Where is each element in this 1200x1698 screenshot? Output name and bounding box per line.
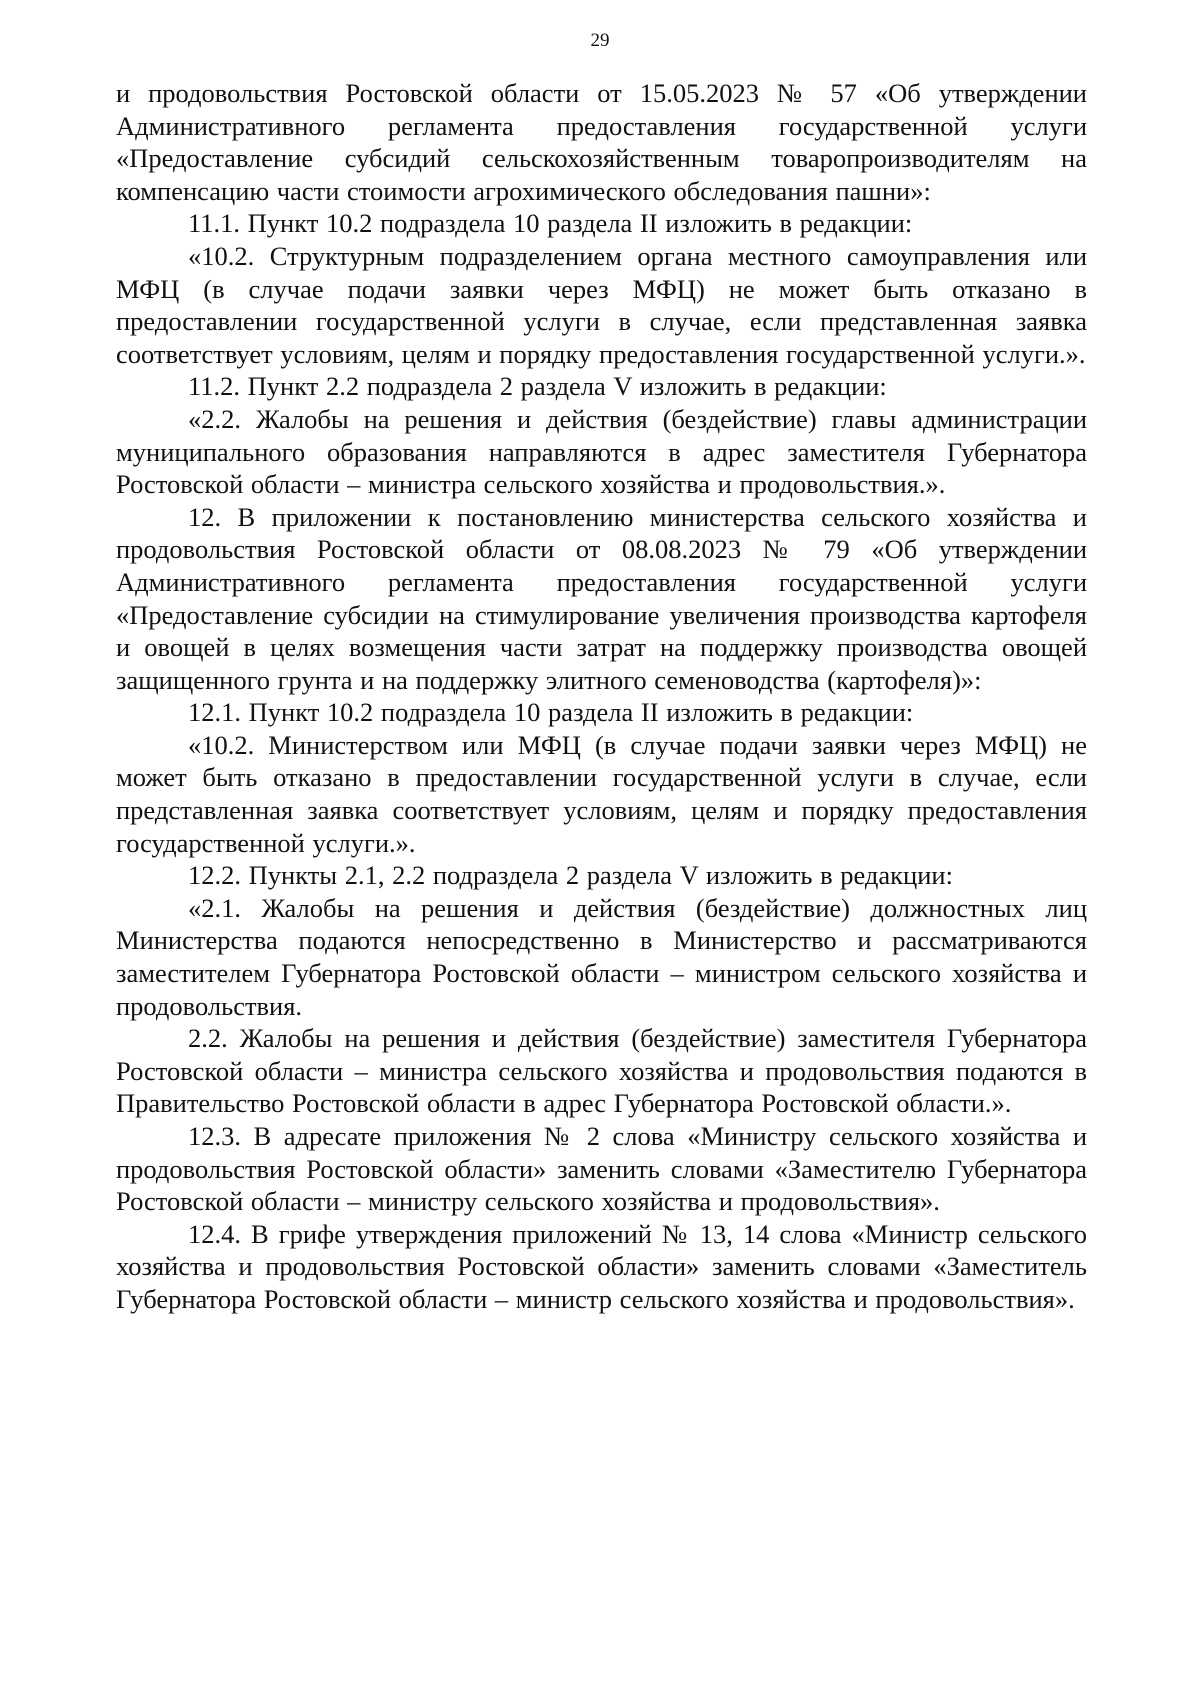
paragraph-11-1: 11.1. Пункт 10.2 подраздела 10 раздела II изложить в редакции: [188, 208, 913, 239]
paragraph-12-1: 12.1. Пункт 10.2 подраздела 10 раздела II изложить в редакции: [188, 697, 914, 728]
paragraph-11-2-quote: «2.2. Жалобы на решения и действия (бездействие) главы администрации муниципального образования направляются в адрес заместителя Губернатора Ростовской области – министра сельского хозяйства и продовольствия.». [116, 403, 1087, 500]
paragraph-12-3: 12.3. В адресате приложения № 2 слова «Министру сельского хозяйства и продовольствия Ростовской области» заменить словами «Заместителю Губернатора Ростовской области – министру сельского хозяйства и продовольствия». [116, 1121, 1087, 1217]
paragraph-12: 12. В приложении к постановлению министерства сельского хозяйства и продовольствия Ростовской области от 08.08.2023 № 79 «Об утверждении Административного регламента предоставления государственной услуги «Предоставление субсидии на стимулирование увеличения производства картофеля и овощей в целях возмещения части затрат на поддержку производства овощей защищенного грунта и на поддержку элитного семеноводства (картофеля)»: [116, 501, 1087, 695]
page-number: 29 [590, 30, 610, 51]
paragraph-intro: и продовольствия Ростовской области от 15.05.2023 № 57 «Об утверждении Административного регламента предоставления государственной услуги «Предоставление субсидий сельскохозяйственным товаропроизводителям на компенсацию части стоимости агрохимического обследования пашни»: [116, 78, 1087, 206]
paragraph-11-2: 11.2. Пункт 2.2 подраздела 2 раздела V изложить в редакции: [188, 371, 887, 402]
document-body [116, 77, 1087, 1316]
paragraph-12-2-quote-2-2: 2.2. Жалобы на решения и действия (бездействие) заместителя Губернатора Ростовской области – министра сельского хозяйства и продовольствия подаются в Правительство Ростовской области в адрес Губернатора Ростовской области.». [116, 1023, 1087, 1119]
paragraph-12-4: 12.4. В грифе утверждения приложений № 13, 14 слова «Министр сельского хозяйства и продовольствия Ростовской области» заменить словами «Заместитель Губернатора Ростовской области – министр сельского хозяйства и продовольствия». [116, 1218, 1087, 1314]
paragraph-12-2-quote-2-1: «2.1. Жалобы на решения и действия (бездействие) должностных лиц Министерства подаются непосредственно в Министерство и рассматриваются заместителем Губернатора Ростовской области – министром сельского хозяйства и продовольствия. [116, 892, 1087, 1021]
paragraph-12-2: 12.2. Пункты 2.1, 2.2 подраздела 2 раздела V изложить в редакции: [188, 860, 953, 891]
paragraph-11-1-quote: «10.2. Структурным подразделением органа местного самоуправления или МФЦ (в случае подачи заявки через МФЦ) не может быть отказано в предоставлении государственной услуги в случае, если представленная заявка соответствует условиям, целям и порядку предоставления государственной услуги.». [116, 240, 1087, 369]
paragraph-12-1-quote: «10.2. Министерством или МФЦ (в случае подачи заявки через МФЦ) не может быть отказано в предоставлении государственной услуги в случае, если представленная заявка соответствует условиям, целям и порядку предоставления государственной услуги.». [116, 729, 1087, 858]
